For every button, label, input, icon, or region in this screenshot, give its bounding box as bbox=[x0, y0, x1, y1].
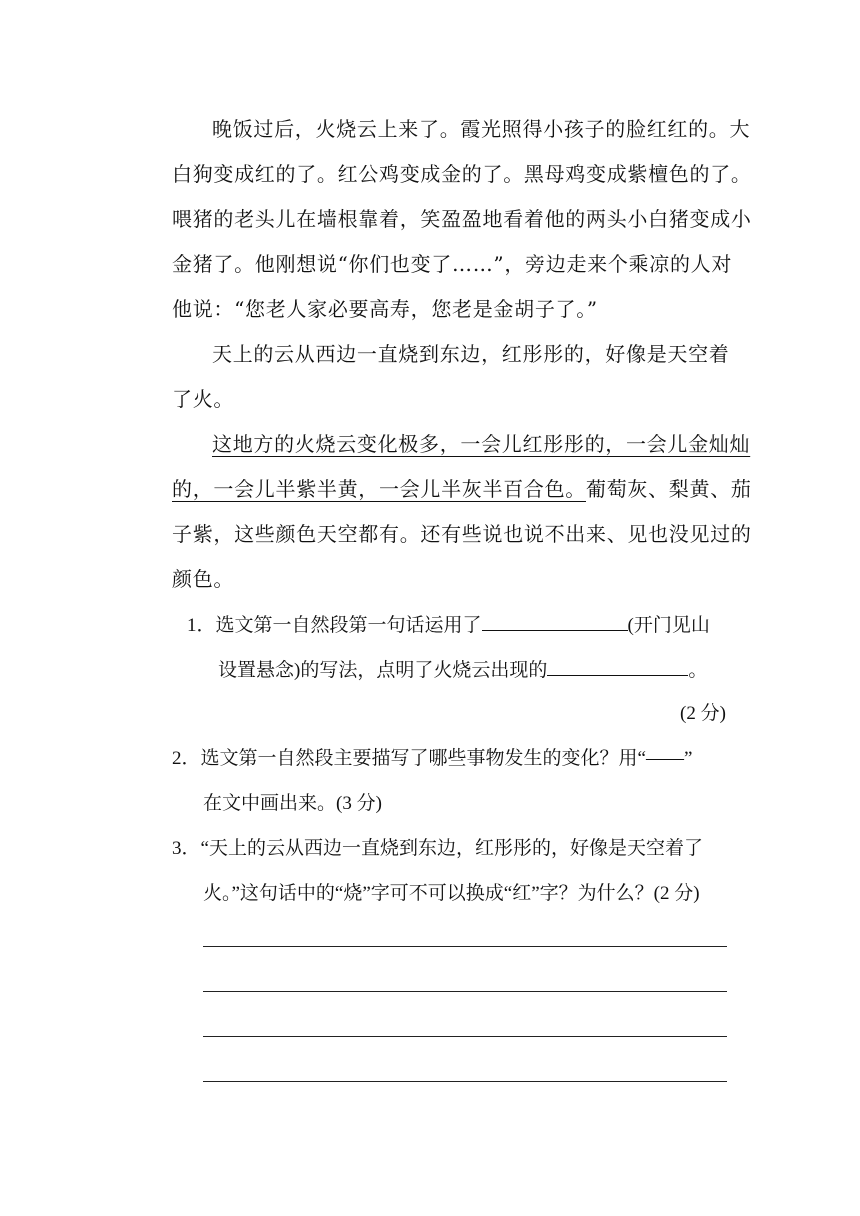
question-number: 3． bbox=[172, 838, 201, 859]
question-text: 选文第一自然段主要描写了哪些事物发生的变化？用“——” bbox=[200, 748, 693, 769]
question-3 bbox=[172, 837, 703, 861]
question-text: 。 bbox=[688, 660, 708, 681]
question-text: “天上的云从西边一直烧到东边，红彤彤的，好像是天空着了 bbox=[200, 838, 703, 859]
question-text: (开门见山 bbox=[627, 615, 710, 636]
question-2 bbox=[172, 747, 692, 771]
passage-line: 白狗变成红的了。红公鸡变成金的了。黑母鸡变成紫檀色的了。 bbox=[172, 162, 752, 186]
answer-line[interactable] bbox=[203, 1036, 727, 1037]
passage-line: 晚饭过后，火烧云上来了。霞光照得小孩子的脸红红的。大 bbox=[212, 117, 751, 141]
passage-line: 他说：“您老人家必要高寿，您老是金胡子了。” bbox=[172, 297, 598, 321]
passage-line: 喂猪的老头儿在墙根靠着，笑盈盈地看着他的两头小白猪变成小 bbox=[172, 207, 752, 231]
question-number: 1． bbox=[187, 615, 216, 636]
question-number: 2． bbox=[172, 748, 201, 769]
question-2-continued: 在文中画出来。(3 分) bbox=[203, 793, 382, 814]
answer-blank[interactable] bbox=[482, 612, 628, 631]
question-text: 设置悬念)的写法，点明了火烧云出现的 bbox=[218, 660, 548, 681]
answer-blank[interactable] bbox=[547, 657, 688, 676]
passage-line: 天上的云从西边一直烧到东边，红彤彤的，好像是天空着 bbox=[212, 342, 730, 366]
passage-line: 子紫，这些颜色天空都有。还有些说也说不出来、见也没见过的 bbox=[172, 522, 752, 546]
question-1-score: (2 分) bbox=[680, 703, 726, 724]
underlined-sentence: 的，一会儿半紫半黄，一会儿半灰半百合色。 bbox=[172, 477, 586, 501]
passage-line: 颜色。 bbox=[172, 567, 235, 591]
passage-line bbox=[172, 477, 752, 501]
question-3-continued: 火。”这句话中的“烧”字可不可以换成“红”字？为什么？(2 分) bbox=[203, 883, 700, 904]
passage-text: 葡萄灰、梨黄、茄 bbox=[586, 477, 752, 501]
question-1 bbox=[187, 612, 710, 638]
underlined-sentence: 这地方的火烧云变化极多，一会儿红彤彤的，一会儿金灿灿 bbox=[212, 432, 751, 456]
passage-line: 金猪了。他刚想说“你们也变了……”，旁边走来个乘凉的人对 bbox=[172, 252, 733, 276]
answer-line[interactable] bbox=[203, 946, 727, 947]
question-1-continued bbox=[218, 657, 707, 683]
question-text: 选文第一自然段第一句话运用了 bbox=[215, 615, 482, 636]
answer-line[interactable] bbox=[203, 991, 727, 992]
answer-line[interactable] bbox=[203, 1081, 727, 1082]
passage-line: 了火。 bbox=[172, 387, 235, 411]
